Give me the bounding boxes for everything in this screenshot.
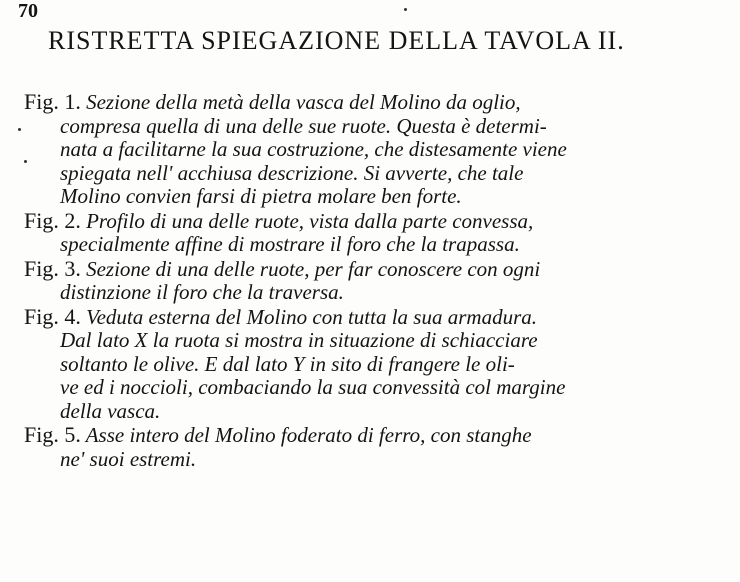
entry-line: [24, 90, 724, 115]
entry-text: Sezione di una delle ruote, per far conoscere con ogni: [86, 256, 541, 281]
entry-line: soltanto le olive. E dal lato Y in sito di frangere le oli-: [60, 351, 515, 376]
entry-line: ve ed i noccioli, combaciando la sua convessità col margine: [60, 375, 566, 399]
entry-line: distinzione il foro che la traversa.: [60, 280, 344, 304]
figure-entry-3: [24, 257, 724, 305]
page-title: RISTRETTA SPIEGAZIONE DELLA TAVOLA II.: [48, 26, 625, 55]
ink-speck: [404, 8, 407, 11]
entry-text: Profilo di una delle ruote, vista dalla parte convessa,: [86, 208, 534, 233]
entry-line: ne' suoi estremi.: [60, 446, 197, 471]
figure-explanations: [24, 90, 724, 471]
entry-line: [24, 209, 724, 234]
figure-entry-1: [24, 90, 724, 209]
entry-line: Dal lato X la ruota si mostra in situazione di schiacciare: [60, 328, 538, 352]
figure-label: Fig. 3.: [24, 255, 81, 281]
ink-speck: [18, 128, 21, 131]
entry-text: Veduta esterna del Molino con tutta la sua armadura.: [86, 304, 537, 329]
figure-entry-2: [24, 209, 724, 257]
figure-label: Fig. 2.: [24, 207, 81, 233]
figure-entry-4: [24, 305, 724, 424]
entry-line: [24, 305, 724, 330]
entry-text: Sezione della metà della vasca del Molino da oglio,: [86, 90, 521, 114]
page-number: 70: [18, 0, 38, 22]
entry-line: specialmente affine di mostrare il foro che la trapassa.: [60, 232, 520, 256]
entry-line: [24, 423, 724, 448]
figure-label: Fig. 4.: [24, 303, 81, 329]
entry-line: compresa quella di una delle sue ruote. Questa è determi-: [60, 113, 547, 138]
entry-line: della vasca.: [60, 398, 161, 423]
figure-entry-5: [24, 423, 724, 471]
entry-text: Asse intero del Molino foderato di ferro, con stanghe: [85, 423, 532, 447]
ink-speck: [24, 160, 27, 163]
entry-line: [24, 257, 724, 282]
entry-line: nata a facilitarne la sua costruzione, che distesamente viene: [60, 137, 567, 161]
entry-line: Molino convien farsi di pietra molare ben forte.: [60, 184, 462, 208]
figure-label: Fig. 5.: [24, 422, 81, 447]
entry-line: spiegata nell' acchiusa descrizione. Si avverte, che tale: [60, 160, 524, 185]
figure-label: Fig. 1.: [24, 89, 81, 114]
